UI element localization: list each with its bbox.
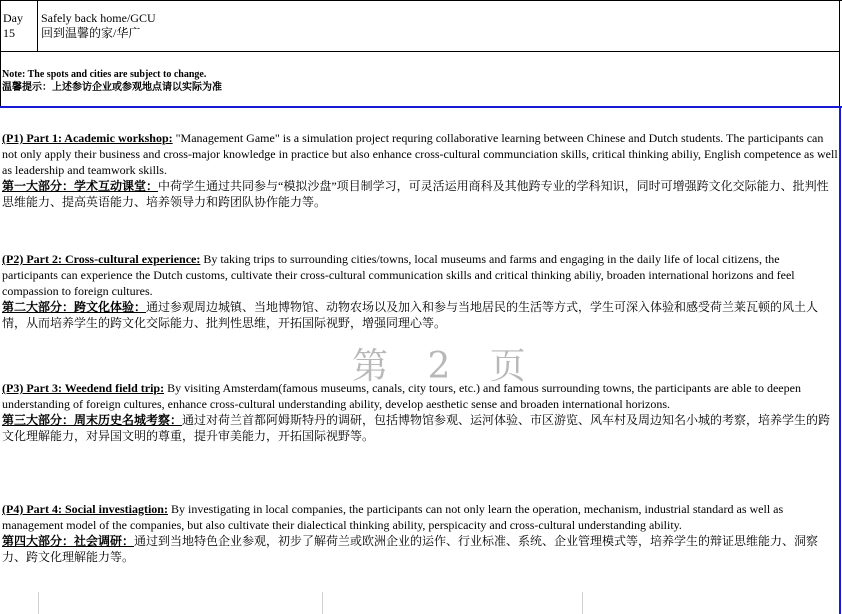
part-2-body-en: By taking trips to surrounding cities/towns, local museums and farms and engaging in the daily life of local citizens, the participants can experience the Dutch customs, cultivate their cross-cultural communication skills and critical thinking abiliy, broaden international horizons and feel compassion to foreign cultures. <box>2 252 795 298</box>
day-cell <box>3 11 23 41</box>
itinerary-cn: 回到温馨的家/华广 <box>41 26 141 40</box>
part-3-heading-en: (P3) Part 3: Weedend field trip: <box>2 381 165 395</box>
note-en: Note: The spots and cities are subject to change. <box>2 69 207 80</box>
page-border-right <box>839 106 841 614</box>
table-top-border <box>0 0 842 1</box>
part-1-en <box>2 130 838 178</box>
part-4-heading-en: (P4) Part 4: Social investiagtion: <box>2 502 168 516</box>
day-number: 15 <box>3 26 15 40</box>
part-2-section <box>2 251 838 331</box>
part-1-heading-en: (P1) Part 1: Academic workshop: <box>2 131 173 145</box>
grid-line <box>582 592 583 614</box>
note-cn: 温馨提示：上述参访企业或参观地点请以实际为准 <box>2 82 222 93</box>
part-4-cn <box>2 533 838 565</box>
part-3-body-en: By visiting Amsterdam(famous museums, canals, city tours, etc.) and famous surrounding towns, the participants are able to deepen understanding of foreign cultures, enhance cross-cultural understanding ability, develop aesthetic sense and broaden international horizons. <box>2 381 801 411</box>
part-1-body-en: "Management Game" is a simulation project requring collaborative learning between Chinese and Dutch students. The participants can not only apply their business and cross-major knowledge in practice but also enhance cross-cultural communciation skills, critical thinking abiliy, English competence as well as leadership and teamwork skills. <box>2 131 838 177</box>
itinerary-en: Safely back home/GCU <box>41 11 156 25</box>
part-4-heading-cn: 第四大部分：社会调研： <box>2 534 135 548</box>
itinerary-cell <box>41 11 156 41</box>
part-1-heading-cn: 第一大部分：学术互动课堂： <box>2 179 159 193</box>
part-2-heading-cn: 第二大部分：跨文化体验： <box>2 300 147 314</box>
part-4-body-cn: 通过到当地特色企业参观，初步了解荷兰或欧洲企业的运作、行业标准、系统、企业管理模式等，培养学生的辩证思维能力、洞察力、跨文化理解能力等。 <box>2 534 819 564</box>
part-2-heading-en: (P2) Part 2: Cross-cultural experience: <box>2 252 201 266</box>
part-3-en <box>2 380 838 412</box>
part-1-cn <box>2 178 838 210</box>
part-3-section <box>2 380 838 444</box>
table-right-border <box>839 0 840 106</box>
part-3-cn <box>2 412 838 444</box>
part-1-section <box>2 130 838 210</box>
part-4-en <box>2 501 838 533</box>
part-4-body-en: By investigating in local companies, the participants can not only learn the operation, mechanism, industrial standard as well as management model of the companies, but also cultivate their dialectical thinking ability, perspicacity and cross-cultural understanding ability. <box>2 502 784 532</box>
grid-line <box>38 592 39 614</box>
part-2-body-cn: 通过参观周边城镇、当地博物馆、动物农场以及加入和参与当地居民的生活等方式，学生可深入体验和感受荷兰莱瓦顿的风土人情，从而培养学生的跨文化交际能力、批判性思维，开拓国际视野，增强同理心等。 <box>2 300 819 330</box>
part-1-body-cn: 中荷学生通过共同参与“模拟沙盘”项目制学习，可灵活运用商科及其他跨专业的学科知识，同时可增强跨文化交际能力、批判性思维能力、提高英语能力、培养领导力和跨团队协作能力等。 <box>2 179 829 209</box>
day-label: Day <box>3 11 23 25</box>
page-watermark: 第 2 页 <box>352 346 540 387</box>
table-left-border <box>0 0 1 106</box>
part-3-heading-cn: 第三大部分：周末历史名城考察： <box>2 413 183 427</box>
part-2-en <box>2 251 838 299</box>
part-3-body-cn: 通过对荷兰首都阿姆斯特丹的调研，包括博物馆参观、运河体验、市区游览、风车村及周边知名小城的考察，培养学生的跨文化理解能力，对异国文明的尊重，提升审美能力，开拓国际视野等。 <box>2 413 831 443</box>
part-4-section <box>2 501 838 565</box>
grid-line <box>322 592 323 614</box>
day-column-divider <box>37 0 38 51</box>
note-block <box>2 68 222 94</box>
part-2-cn <box>2 299 838 331</box>
page-border-top <box>0 106 842 108</box>
day-row-bottom-border <box>0 51 840 52</box>
